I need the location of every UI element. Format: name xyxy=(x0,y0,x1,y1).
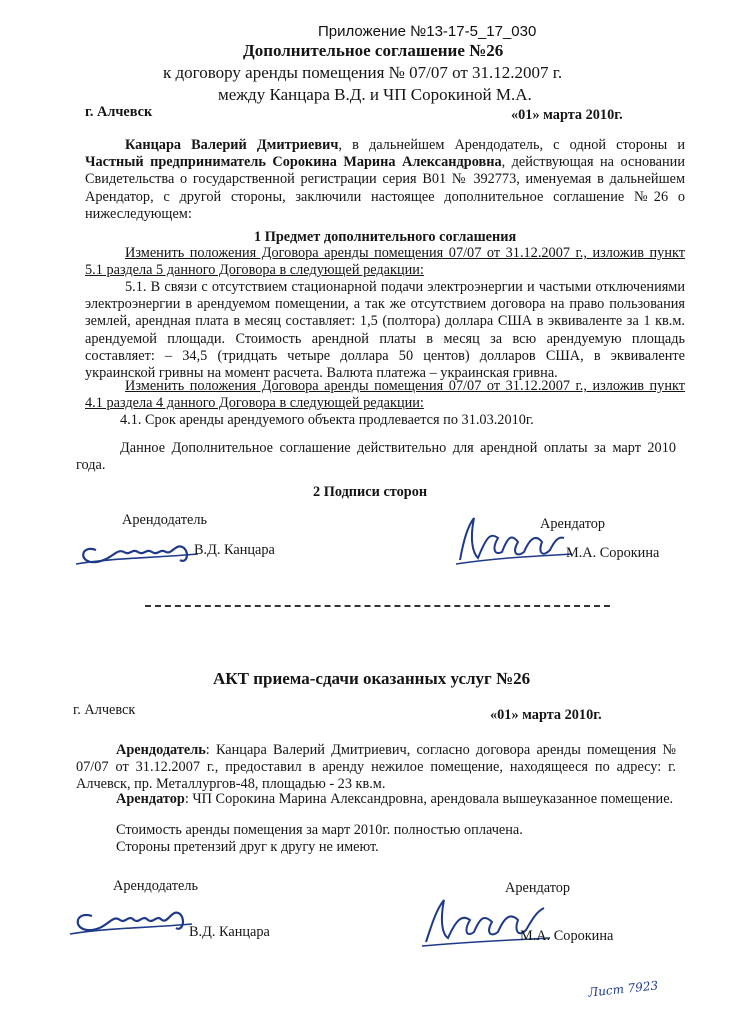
section1-heading: 1 Предмет дополнительного соглашения xyxy=(254,229,517,245)
section2-heading: 2 Подписи сторон xyxy=(313,484,428,500)
agreement-tenant-label: Арендатор xyxy=(540,516,606,532)
act-city: г. Алчевск xyxy=(73,702,136,718)
clause-5-1: 5.1. В связи с отсутствием стационарной подачи электроэнергии и частыми отключениями электроэнергии в арендуемом помещении, а так же отсутствием договора на право пользования землей, арендная плата в месяц составляет: 1,5 (полтора) доллара США в эквиваленте за 1 кв.м. арендуемой площади. Стоимость арендной платы в месяц за всю арендуемую площадь составляет: – 34,5 (тридцать четыре доллара 50 центов) долларов США, в эквиваленте украинской гривны на момент расчета. Валюта платежа – украинская гривна. xyxy=(85,279,685,382)
agreement-landlord-label: Арендодатель xyxy=(122,512,207,528)
agreement-city: г. Алчевск xyxy=(85,104,153,120)
change2-text: Изменить положения Договора аренды помещения 07/07 от 31.12.2007 г., изложив пункт 4.1 раздела 4 данного Договора в следующей редакции: xyxy=(85,378,685,412)
act-tenant-text: : ЧП Сорокина Марина Александровна, арендовала вышеуказанное помещение. xyxy=(184,791,674,807)
tenant-name: Частный предприниматель Сорокина Марина Александровна xyxy=(85,154,502,171)
act-cost-line: Стоимость аренды помещения за март 2010г. полностью оплачена. xyxy=(116,822,523,838)
landlord-signature-1 xyxy=(72,524,202,570)
act-claims-line: Стороны претензий друг к другу не имеют. xyxy=(116,839,379,855)
agreement-date: «01» марта 2010г. xyxy=(511,107,623,123)
agreement-tenant-sig-name: М.А. Сорокина xyxy=(566,545,660,561)
act-tenant-sig-name: М.А. Сорокина xyxy=(520,928,614,944)
tenant-signature-1 xyxy=(446,508,576,570)
act-landlord-text: : Канцара Валерий Дмитриевич, согласно договора аренды помещения № 07/07 от 31.12.2007 г., предоставил в аренду нежилое помещение, находящееся по адресу: г. Алчевск, пр. Металлургов-48, площадью - 23 кв.м. xyxy=(76,742,676,793)
change1-text: Изменить положения Договора аренды помещения 07/07 от 31.12.2007 г., изложив пункт 5.1 раздела 5 данного Договора в следующей редакции: xyxy=(85,245,685,279)
landlord-name: Канцара Валерий Дмитриевич xyxy=(125,137,339,153)
agreement-title: Дополнительное соглашение №26 xyxy=(243,41,504,60)
intro-text-1: , в дальнейшем Арендодатель, с одной стороны и xyxy=(338,137,685,153)
dashed-divider xyxy=(145,605,610,607)
validity-text: Данное Дополнительное соглашение действительно для арендной оплаты за март 2010 года. xyxy=(76,440,676,474)
act-tenant-bold: Арендатор xyxy=(116,791,185,807)
act-tenant-label: Арендатор xyxy=(505,880,571,896)
act-title: АКТ приема-сдачи оказанных услуг №26 xyxy=(213,669,531,688)
act-landlord-bold: Арендодатель xyxy=(116,742,206,758)
appendix-label: Приложение №13-17-5_17_030 xyxy=(318,23,537,40)
handwritten-sheet-note: Лист 7923 xyxy=(587,978,659,1000)
landlord-signature-2 xyxy=(66,890,196,940)
clause-4-1: 4.1. Срок аренды арендуемого объекта продлевается по 31.03.2010г. xyxy=(120,412,534,428)
act-date: «01» марта 2010г. xyxy=(490,707,602,723)
act-landlord-paragraph xyxy=(76,742,676,794)
act-landlord-sig-name: В.Д. Канцара xyxy=(189,924,270,940)
intro-text-2: , действующая на основании Свидетельства о государственной регистрации серия В01 № 392773, именуемая в дальнейшем Арендатор, с другой стороны, заключили настоящее дополнительное соглашение №26 о нижеследующем: xyxy=(85,154,685,222)
agreement-landlord-sig-name: В.Д. Канцара xyxy=(194,542,275,558)
agreement-intro xyxy=(85,137,685,223)
act-tenant-paragraph xyxy=(76,791,676,808)
act-landlord-label: Арендодатель xyxy=(113,878,198,894)
agreement-subtitle-1: к договору аренды помещения № 07/07 от 31.12.2007 г. xyxy=(163,63,563,82)
agreement-subtitle-2: между Канцара В.Д. и ЧП Сорокиной М.А. xyxy=(218,85,532,104)
